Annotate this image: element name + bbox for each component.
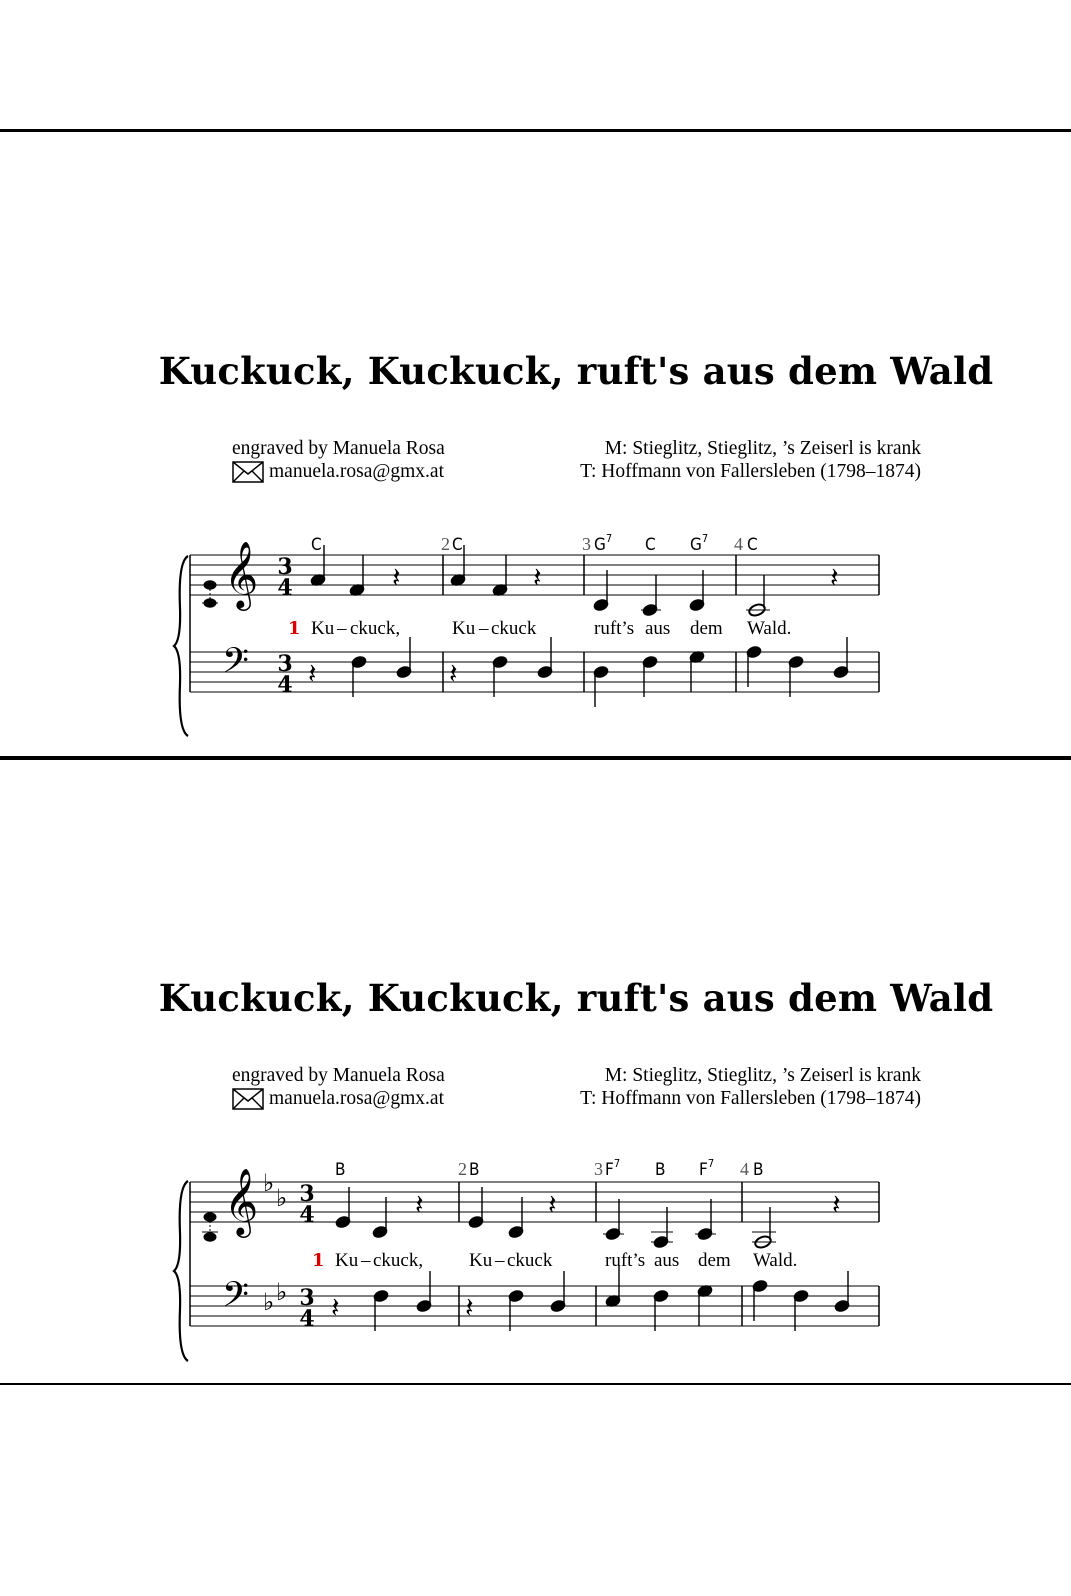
lyric-syllable: dem bbox=[698, 1250, 731, 1271]
piece-title: Kuckuck, Kuckuck, ruft's aus dem Wald bbox=[158, 976, 994, 1020]
melody-credit: M: Stieglitz, Stieglitz, ’s Zeiserl is krank bbox=[604, 1065, 921, 1086]
reference-pitches bbox=[202, 1213, 218, 1241]
lyrics-line bbox=[311, 618, 791, 639]
svg-text:3: 3 bbox=[277, 651, 293, 677]
svg-text:–: – bbox=[361, 1250, 371, 1271]
measure-number-2: 2 bbox=[441, 534, 450, 554]
lyric-syllable: Ku bbox=[335, 1250, 359, 1271]
svg-text:–: – bbox=[337, 618, 347, 639]
svg-text:𝄽: 𝄽 bbox=[830, 561, 839, 594]
svg-text:𝄽: 𝄽 bbox=[832, 1188, 841, 1221]
time-signature-treble bbox=[299, 1181, 314, 1228]
flat-icon: ♭ bbox=[276, 1278, 288, 1306]
chord-symbol: $G^7$ bbox=[690, 532, 709, 555]
treble-clef-icon: 𝄞 bbox=[224, 1167, 259, 1235]
svg-text:𝄽: 𝄽 bbox=[415, 1188, 424, 1221]
bass-staff bbox=[190, 1286, 879, 1326]
key-signature-treble bbox=[263, 1169, 287, 1212]
svg-text:𝄽: 𝄽 bbox=[449, 657, 458, 690]
chord-symbols bbox=[335, 1157, 764, 1180]
piece-title: Kuckuck, Kuckuck, ruft's aus dem Wald bbox=[158, 349, 994, 393]
lyric-syllable: ckuck, bbox=[373, 1250, 424, 1271]
melody-credit: M: Stieglitz, Stieglitz, ’s Zeiserl is krank bbox=[604, 438, 921, 459]
flat-icon: ♭ bbox=[276, 1184, 288, 1212]
verse-number: 1 bbox=[312, 1250, 325, 1271]
svg-text:3: 3 bbox=[299, 1181, 315, 1207]
svg-text:𝄽: 𝄽 bbox=[331, 1291, 340, 1324]
svg-text:𝄽: 𝄽 bbox=[533, 561, 542, 594]
email-address[interactable]: manuela.rosa@gmx.at bbox=[269, 1088, 444, 1109]
chord-symbol: $G^7$ bbox=[594, 532, 613, 555]
treble-clef-icon: 𝄞 bbox=[224, 540, 259, 608]
lyric-syllable: ckuck bbox=[491, 618, 537, 639]
verse-number: 1 bbox=[288, 618, 301, 639]
chord-symbol: C bbox=[645, 535, 656, 555]
bass-staff bbox=[190, 652, 879, 692]
lyric-syllable: ruft’s bbox=[605, 1250, 646, 1271]
lyric-syllable: ruft’s bbox=[594, 618, 635, 639]
chord-symbol: B bbox=[753, 1160, 764, 1180]
chord-symbols bbox=[311, 532, 758, 555]
engraver-name: engraved by Manuela Rosa bbox=[232, 438, 445, 459]
lyric-syllable: dem bbox=[690, 618, 723, 639]
svg-text:3: 3 bbox=[299, 1285, 315, 1311]
svg-text:–: – bbox=[479, 618, 489, 639]
lyric-syllable: Ku bbox=[452, 618, 476, 639]
svg-text:4: 4 bbox=[299, 1306, 315, 1332]
text-credit: T: Hoffmann von Fallersleben (1798–1874) bbox=[580, 461, 921, 482]
lyrics-line bbox=[335, 1250, 797, 1271]
engraver-name: engraved by Manuela Rosa bbox=[232, 1065, 445, 1086]
svg-text:𝄽: 𝄽 bbox=[465, 1291, 474, 1324]
lyric-syllable: ckuck, bbox=[350, 618, 401, 639]
lyric-syllable: Ku bbox=[311, 618, 335, 639]
grand-staff-brace bbox=[174, 1181, 188, 1361]
chord-symbol: B bbox=[335, 1160, 346, 1180]
chord-symbol: C bbox=[311, 535, 322, 555]
chord-symbol: $F^7$ bbox=[699, 1157, 715, 1180]
score-system bbox=[0, 349, 1071, 709]
svg-text:𝄽: 𝄽 bbox=[308, 657, 317, 690]
lyric-syllable: Ku bbox=[469, 1250, 493, 1271]
time-signature-bass bbox=[277, 651, 292, 698]
measure-number-3: 3 bbox=[582, 534, 591, 554]
bass-clef-icon: 𝄢 bbox=[222, 640, 250, 689]
chord-symbol: $F^7$ bbox=[605, 1157, 621, 1180]
bass-notes bbox=[373, 1266, 851, 1331]
score-system bbox=[0, 976, 1071, 1336]
svg-text:4: 4 bbox=[299, 1202, 315, 1228]
svg-text:–: – bbox=[495, 1250, 505, 1271]
svg-text:4: 4 bbox=[277, 575, 293, 601]
svg-text:3: 3 bbox=[277, 554, 293, 580]
svg-text:𝄽: 𝄽 bbox=[392, 561, 401, 594]
key-signature-bass bbox=[263, 1278, 287, 1316]
lyric-syllable: ckuck bbox=[507, 1250, 553, 1271]
measure-number-4: 4 bbox=[740, 1159, 749, 1179]
treble-staff bbox=[190, 1182, 879, 1222]
chord-symbol: B bbox=[469, 1160, 480, 1180]
reference-pitches bbox=[202, 581, 218, 607]
lyric-syllable: Wald. bbox=[747, 618, 792, 639]
flat-icon: ♭ bbox=[263, 1288, 275, 1316]
time-signature-treble bbox=[277, 554, 292, 601]
lyric-syllable: aus bbox=[654, 1250, 680, 1271]
lyric-syllable: aus bbox=[645, 618, 671, 639]
measure-number-4: 4 bbox=[734, 534, 743, 554]
svg-text:𝄽: 𝄽 bbox=[548, 1188, 557, 1221]
chord-symbol: C bbox=[747, 535, 758, 555]
time-signature-bass bbox=[299, 1285, 314, 1332]
piece-section-b-flat-major bbox=[0, 976, 1071, 1596]
lyric-syllable: Wald. bbox=[753, 1250, 798, 1271]
grand-staff-brace bbox=[174, 556, 188, 736]
text-credit: T: Hoffmann von Fallersleben (1798–1874) bbox=[580, 1088, 921, 1109]
flat-icon: ♭ bbox=[263, 1169, 275, 1197]
measure-number-3: 3 bbox=[594, 1159, 603, 1179]
measure-number-2: 2 bbox=[458, 1159, 467, 1179]
top-divider bbox=[0, 129, 1071, 132]
piece-section-c-major bbox=[0, 349, 1071, 969]
chord-symbol: C bbox=[452, 535, 463, 555]
svg-text:4: 4 bbox=[277, 672, 293, 698]
chord-symbol: B bbox=[655, 1160, 666, 1180]
bass-clef-icon: 𝄢 bbox=[222, 1274, 250, 1323]
quarter-rests-treble bbox=[415, 1188, 841, 1221]
email-address[interactable]: manuela.rosa@gmx.at bbox=[269, 461, 444, 482]
